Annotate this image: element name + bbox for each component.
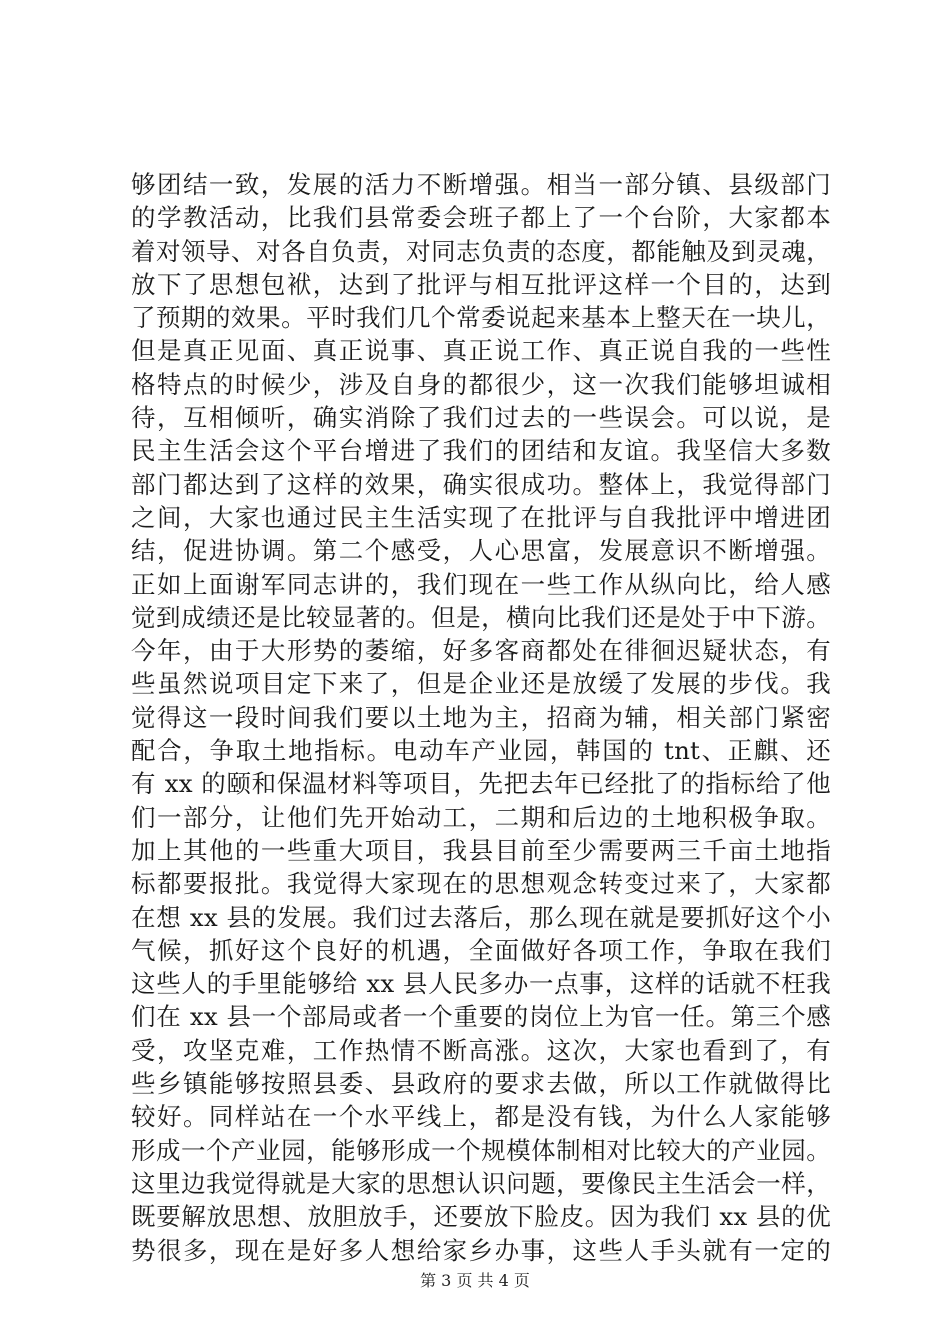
text-line: 加上其他的一些重大项目，我县目前至少需要两三千亩土地指	[131, 835, 831, 865]
text-line: 待，互相倾听，确实消除了我们过去的一些误会。可以说，是	[131, 403, 831, 433]
text-line: 但是真正见面、真正说事、真正说工作、真正说自我的一些性	[131, 336, 831, 366]
body-text	[131, 168, 831, 1267]
text-line: 今年，由于大形势的萎缩，好多客商都处在徘徊迟疑状态，有	[131, 636, 831, 666]
text-line: 觉得这一段时间我们要以土地为主，招商为辅，相关部门紧密	[131, 702, 831, 732]
text-line: 有 xx 的颐和保温材料等项目，先把去年已经批了的指标给了他	[131, 769, 831, 799]
text-line: 着对领导、对各自负责，对同志负责的态度，都能触及到灵魂，	[131, 236, 831, 266]
text-line: 放下了思想包袱，达到了批评与相互批评这样一个目的，达到	[131, 269, 831, 299]
text-line: 配合，争取土地指标。电动车产业园，韩国的 tnt、正麒、还	[131, 736, 831, 766]
text-line: 们一部分，让他们先开始动工，二期和后边的土地积极争取。	[131, 802, 831, 832]
text-line: 在想 xx 县的发展。我们过去落后，那么现在就是要抓好这个小	[131, 902, 831, 932]
text-line: 既要解放思想、放胆放手，还要放下脸皮。因为我们 xx 县的优	[131, 1202, 831, 1232]
text-line: 些乡镇能够按照县委、县政府的要求去做，所以工作就做得比	[131, 1069, 831, 1099]
text-line: 受，攻坚克难，工作热情不断高涨。这次，大家也看到了，有	[131, 1035, 831, 1065]
text-line: 了预期的效果。平时我们几个常委说起来基本上整天在一块儿，	[131, 303, 831, 333]
text-line: 些虽然说项目定下来了，但是企业还是放缓了发展的步伐。我	[131, 669, 831, 699]
text-line: 结，促进协调。第二个感受，人心思富，发展意识不断增强。	[131, 536, 831, 566]
text-line: 们在 xx 县一个部局或者一个重要的岗位上为官一任。第三个感	[131, 1002, 831, 1032]
text-line: 部门都达到了这样的效果，确实很成功。整体上，我觉得部门	[131, 469, 831, 499]
page-number-footer: 第 3 页 共 4 页	[420, 1271, 530, 1290]
text-line: 较好。同样站在一个水平线上，都是没有钱，为什么人家能够	[131, 1102, 831, 1132]
text-line: 势很多，现在是好多人想给家乡办事，这些人手头就有一定的	[131, 1235, 831, 1265]
text-line: 这些人的手里能够给 xx 县人民多办一点事，这样的话就不枉我	[131, 969, 831, 999]
text-line: 气候，抓好这个良好的机遇，全面做好各项工作，争取在我们	[131, 935, 831, 965]
text-line: 够团结一致，发展的活力不断增强。相当一部分镇、县级部门	[131, 170, 831, 199]
text-line: 格特点的时候少，涉及自身的都很少，这一次我们能够坦诚相	[131, 369, 831, 399]
text-line: 形成一个产业园，能够形成一个规模体制相对比较大的产业园。	[131, 1135, 831, 1165]
text-line: 标都要报批。我觉得大家现在的思想观念转变过来了，大家都	[131, 869, 831, 899]
text-line: 之间，大家也通过民主生活实现了在批评与自我批评中增进团	[131, 502, 831, 532]
text-line: 民主生活会这个平台增进了我们的团结和友谊。我坚信大多数	[131, 436, 831, 466]
text-line: 这里边我觉得就是大家的思想认识问题，要像民主生活会一样，	[131, 1168, 831, 1198]
text-line: 正如上面谢军同志讲的，我们现在一些工作从纵向比，给人感	[131, 569, 831, 599]
text-line: 的学教活动，比我们县常委会班子都上了一个台阶，大家都本	[131, 203, 831, 233]
text-line: 觉到成绩还是比较显著的。但是，横向比我们还是处于中下游。	[131, 602, 831, 632]
